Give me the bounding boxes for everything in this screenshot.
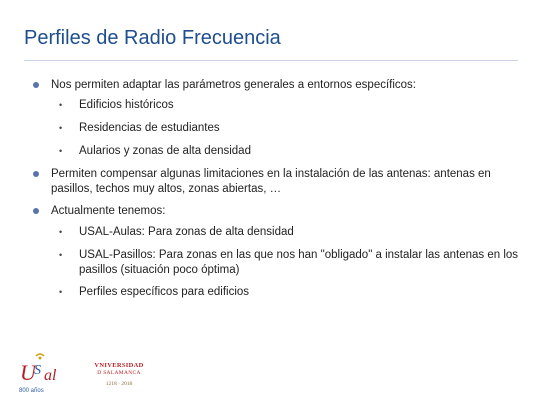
title-divider bbox=[24, 60, 518, 61]
bullet-text: Actualmente tenemos: bbox=[51, 205, 166, 217]
bullet-dot-icon bbox=[33, 82, 39, 88]
sub-bullet-icon: • bbox=[59, 250, 63, 260]
bullet-text: Nos permiten adaptar las parámetros generales a entornos específicos: bbox=[51, 79, 417, 91]
sub-item-text: USAL-Aulas: Para zonas de alta densidad bbox=[79, 226, 294, 238]
usal-800-logo bbox=[16, 350, 66, 395]
sub-bullet-icon: • bbox=[59, 100, 63, 110]
svg-text:al: al bbox=[44, 367, 57, 384]
sub-bullet-icon: • bbox=[59, 287, 63, 297]
bullet-text: Permiten compensar algunas limitaciones en la instalación de las antenas: antenas en pasillos, techos muy altos, zonas abiertas, … bbox=[51, 168, 491, 195]
sub-item-text: Residencias de estudiantes bbox=[79, 122, 220, 134]
svg-text:U: U bbox=[20, 360, 36, 385]
sub-item-text: USAL-Pasillos: Para zonas en las que nos han "obligado" a instalar las antenas en los pasillos (situación poco óptima) bbox=[79, 249, 519, 276]
sub-item-text: Perfiles específicos para edificios bbox=[79, 286, 250, 298]
sub-item-text: Edificios históricos bbox=[79, 99, 174, 111]
svg-text:800 años: 800 años bbox=[19, 388, 44, 394]
sub-bullet-icon: • bbox=[59, 123, 63, 133]
bullet-dot-icon bbox=[33, 171, 39, 177]
slide-title: Perfiles de Radio Frecuencia bbox=[24, 27, 281, 49]
sub-bullet-icon: • bbox=[59, 146, 63, 156]
usal-logo-icon bbox=[16, 350, 66, 395]
sub-bullet-icon: • bbox=[59, 227, 63, 237]
university-logo: VNIVERSIDAD D SALAMANCA 1218 · 2018 bbox=[94, 362, 144, 387]
sub-item-text: Aularios y zonas de alta densidad bbox=[79, 145, 251, 157]
svg-text:S: S bbox=[34, 363, 41, 378]
bullet-dot-icon bbox=[33, 208, 39, 214]
